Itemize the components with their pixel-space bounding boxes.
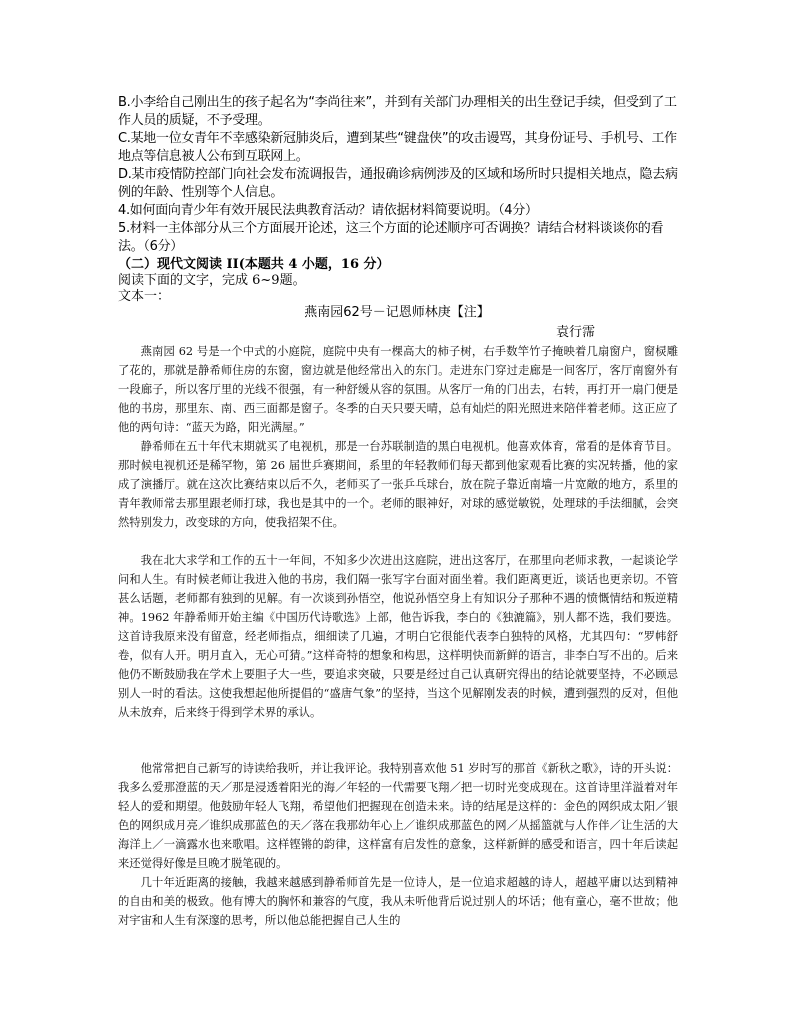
- text-label: 文本一：: [118, 289, 171, 304]
- article-paragraph-2: 静希师在五十年代末期就买了电视机，那是一台苏联制造的黑白电视机。他喜欢体育，常看的是体育节目。那时候电视机还是稀罕物，第 26 届世乒赛期间，系里的年轻教师们每天都到他家观看比赛的实况转播，他的家成了演播厅。就在这次比赛结束以后不久，老师买了一张乒乓球台，放在院子靠近南墙一片宽敞的地方，系里的青年教师常去那里跟老师打球，我也是其中的一个。老师的眼神好，对球的感觉敏锐，处理球的手法细腻，会突然特别发力，改变球的方向，使我招架不住。: [118, 440, 678, 529]
- article-paragraph-3: 我在北大求学和工作的五十一年间，不知多少次进出这庭院，进出这客厅，在那里向老师求教，一起谈论学问和人生。有时候老师让我进入他的书房，我们隔一张写字台面对面坐着。我们距离更近，谈话也更亲切。不管甚么话题，老师都有独到的见解。有一次谈到孙悟空，他说孙悟空身上有知识分子那种不遇的愤慨情结和叛逆精神。1962 年静希师开始主编《中国历代诗歌选》上部，他告诉我，李白的《独漉篇》，别人都不选，我们要选。这首诗我原来没有留意，经老师指点，细细读了几遍，才明白它很能代表李白独特的风格，尤其四句：“罗帏舒卷，似有人开。明月直入，无心可猜。”这样奇特的想象和构思，这样明快而新鲜的语言，非李白写不出的。后来他仍不断鼓励我在学术上要胆子大一些，要追求突破，只要是经过自己认真研究得出的结论就要坚持，不必顾忌别人一时的看法。这使我想起他所提倡的“盛唐气象”的坚持，当这个见解刚发表的时候，遭到强烈的反对，但他从未放弃，后来终于得到学术界的承认。: [118, 554, 678, 719]
- article-paragraph-4: 他常常把自己新写的诗读给我听，并让我评论。我特别喜欢他 51 岁时写的那首《新秋之歌》，诗的开头说：我多么爱那澄蓝的天／那是浸透着阳光的海／年轻的一代需要飞翔／把一切时光变成现在。这首诗里洋溢着对年轻人的爱和期望。他鼓励年轻人飞翔，希望他们把握现在创造未来。诗的结尾是这样的：金色的网织成太阳／银色的网织成月亮／谁织成那蓝色的天／落在我那幼年心上／谁织成那蓝色的网／从摇篮就与人作伴／让生活的大海洋上／一滴露水也来歌唱。这样铿锵的韵律，这样富有启发性的意象，这样新鲜的感受和语言，四十年后读起来还觉得好像是旦晚才脱笔砚的。: [118, 762, 678, 870]
- question-4: 4.如何面向青少年有效开展民法典教育活动？请依据材料简要说明。（4分）: [118, 203, 538, 218]
- option-d: D.某市疫情防控部门向社会发布流调报告，通报确诊病例涉及的区域和场所时只提相关地点，隐去病例的年龄、性别等个人信息。: [118, 167, 678, 200]
- section-heading: （二）现代文阅读 II(本题共 4 小题，16 分）: [118, 257, 390, 272]
- option-c: C.某地一位女青年不幸感染新冠肺炎后，遭到某些“键盘侠”的攻击谩骂，其身份证号、手机号、工作地点等信息被人公布到互联网上。: [118, 131, 677, 164]
- article-paragraph-5: 几十年近距离的接触，我越来越感到静希师首先是一位诗人，是一位追求超越的诗人，超越平庸以达到精神的自由和美的极致。他有博大的胸怀和兼容的气度，我从未听他背后说过别人的坏话；他有童心，毫不世故；他对宇宙和人生有深邃的思考，所以他总能把握自己人生的: [118, 876, 678, 927]
- article-paragraph-1: 燕南园 62 号是一个中式的小庭院，庭院中央有一棵高大的柿子树，右手数竿竹子掩映着几扇窗户，窗棂雕了花的，那就是静希师住房的东窗，窗边就是他经常出入的东门。走进东门穿过走廊是一间客厅，客厅南窗外有一段廊子，所以客厅里的光线不很强，有一种舒缓从容的氛围。从客厅一角的门出去，右转，再打开一扇门便是他的书房，那里东、南、西三面都是窗子。冬季的白天只要天晴，总有灿烂的阳光照进来陪伴着老师。这正应了他的两句诗：“蓝天为路，阳光满屋。”: [118, 345, 678, 434]
- article-title: 燕南园62号－记恩师林庚【注】: [304, 305, 490, 320]
- section-instruction: 阅读下面的文字，完成 6~9题。: [118, 273, 306, 288]
- question-5: 5.材料一主体部分从三个方面展开论述，这三个方面的论述顺序可否调换？请结合材料谈谈你的看法。（6分）: [118, 221, 664, 254]
- option-b: B.小李给自己刚出生的孩子起名为“李尚往来”，并到有关部门办理相关的出生登记手续，但受到了工作人员的质疑，不予受理。: [118, 95, 677, 128]
- article-author: 袁行霈: [556, 325, 596, 340]
